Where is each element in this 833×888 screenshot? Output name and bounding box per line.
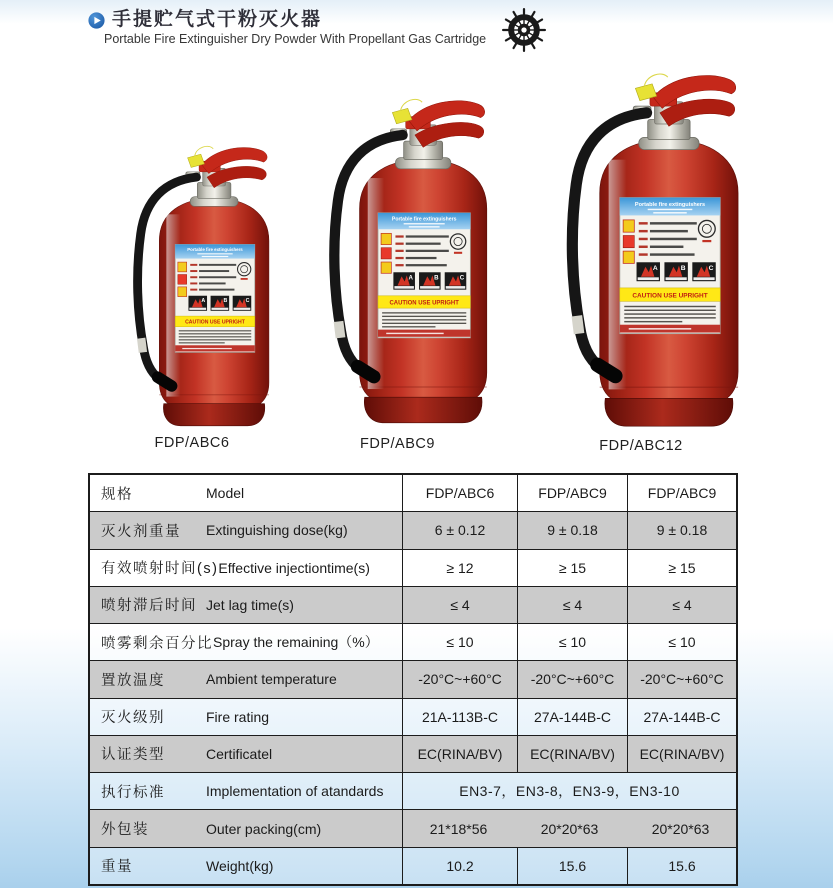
cell-value: ≥ 15 bbox=[517, 550, 627, 586]
row-label bbox=[90, 661, 402, 697]
row-label-en: Certificatel bbox=[206, 745, 273, 762]
extinguisher-image-abc12 bbox=[535, 66, 747, 434]
cell-value-merged: EN3-7，EN3-8，EN3-9，EN3-10 bbox=[402, 773, 736, 809]
row-label bbox=[90, 810, 402, 846]
cell-value: 20*20*63 bbox=[540, 820, 599, 837]
table-row bbox=[90, 549, 736, 586]
row-label bbox=[90, 624, 402, 660]
cell-value: 9 ± 0.18 bbox=[627, 512, 736, 548]
cell-value: ≤ 4 bbox=[402, 587, 517, 623]
row-label bbox=[90, 848, 402, 884]
cell-value: ≥ 15 bbox=[627, 550, 736, 586]
cell-value: -20°C~+60°C bbox=[402, 661, 517, 697]
row-label-cn: 重量 bbox=[101, 859, 133, 876]
cell-value: FDP/ABC6 bbox=[402, 475, 517, 511]
figure-caption: FDP/ABC12 bbox=[599, 438, 683, 454]
cell-value: ≤ 4 bbox=[627, 587, 736, 623]
row-label-en: Effective injectiontime(s) bbox=[218, 559, 370, 576]
extinguisher-image-abc9 bbox=[300, 92, 495, 430]
row-label bbox=[90, 550, 402, 586]
cell-value: 27A-144B-C bbox=[517, 699, 627, 735]
cell-value: 10.2 bbox=[402, 848, 517, 884]
figure-caption: FDP/ABC9 bbox=[360, 436, 435, 452]
row-label-cn: 灭火剂重量 bbox=[101, 523, 181, 540]
cell-value: EC(RINA/BV) bbox=[627, 736, 736, 772]
cell-value: ≤ 10 bbox=[627, 624, 736, 660]
cell-value: 21A-113B-C bbox=[402, 699, 517, 735]
table-row bbox=[90, 735, 736, 772]
cell-value: 20*20*63 bbox=[651, 820, 710, 837]
cell-value: EC(RINA/BV) bbox=[402, 736, 517, 772]
row-label-en: Model bbox=[206, 485, 245, 502]
row-label bbox=[90, 475, 402, 511]
row-label-cn: 灭火级别 bbox=[101, 710, 165, 727]
table-row bbox=[90, 586, 736, 623]
cell-value: 21*18*56 bbox=[429, 820, 488, 837]
page-subtitle: Portable Fire Extinguisher Dry Powder With Propellant Gas Cartridge bbox=[104, 32, 487, 46]
row-label bbox=[90, 587, 402, 623]
row-label bbox=[90, 512, 402, 548]
cell-value-group bbox=[402, 810, 736, 846]
cell-value: EC(RINA/BV) bbox=[517, 736, 627, 772]
row-label-cn: 喷雾剩余百分比 bbox=[101, 635, 213, 652]
row-label-cn: 认证类型 bbox=[101, 747, 165, 764]
extinguisher-image-abc6 bbox=[108, 140, 276, 432]
table-row bbox=[90, 847, 736, 884]
cell-value: -20°C~+60°C bbox=[517, 661, 627, 697]
cell-value: FDP/ABC9 bbox=[627, 475, 736, 511]
cell-value: 6 ± 0.12 bbox=[402, 512, 517, 548]
row-label-cn: 有效喷射时间(s) bbox=[101, 561, 219, 578]
cell-value: ≥ 12 bbox=[402, 550, 517, 586]
row-label-cn: 执行标准 bbox=[101, 784, 165, 801]
row-label bbox=[90, 773, 402, 809]
row-label-en: Ambient temperature bbox=[206, 671, 337, 688]
cell-value: 27A-144B-C bbox=[627, 699, 736, 735]
row-label-en: Fire rating bbox=[206, 708, 270, 725]
row-label bbox=[90, 699, 402, 735]
cell-value: 15.6 bbox=[627, 848, 736, 884]
row-label bbox=[90, 736, 402, 772]
cell-value: FDP/ABC9 bbox=[517, 475, 627, 511]
table-row bbox=[90, 772, 736, 809]
table-row bbox=[90, 809, 736, 846]
row-label-cn: 外包装 bbox=[101, 822, 149, 839]
figure-caption: FDP/ABC6 bbox=[154, 435, 230, 451]
cell-value: ≤ 10 bbox=[517, 624, 627, 660]
ship-wheel-icon bbox=[502, 8, 546, 52]
row-label-en: Outer packing(cm) bbox=[206, 820, 322, 837]
table-row bbox=[90, 511, 736, 548]
table-row bbox=[90, 623, 736, 660]
row-label-cn: 规格 bbox=[101, 486, 133, 503]
table-row bbox=[90, 698, 736, 735]
play-circle-icon bbox=[88, 12, 105, 29]
cell-value: 15.6 bbox=[517, 848, 627, 884]
row-label-cn: 喷射滞后时间 bbox=[101, 598, 197, 615]
row-label-en: Weight(kg) bbox=[206, 857, 274, 874]
cell-value: 9 ± 0.18 bbox=[517, 512, 627, 548]
cell-value: ≤ 10 bbox=[402, 624, 517, 660]
row-label-cn: 置放温度 bbox=[101, 672, 165, 689]
page-title: 手提贮气式干粉灭火器 bbox=[112, 9, 323, 30]
table-row bbox=[90, 475, 736, 511]
spec-table bbox=[88, 473, 738, 886]
row-label-en: Implementation of atandards bbox=[206, 783, 384, 800]
row-label-en: Jet lag time(s) bbox=[206, 596, 294, 613]
cell-value: ≤ 4 bbox=[517, 587, 627, 623]
table-row bbox=[90, 660, 736, 697]
cell-value: -20°C~+60°C bbox=[627, 661, 736, 697]
row-label-en: Spray the remaining（%） bbox=[213, 634, 379, 651]
row-label-en: Extinguishing dose(kg) bbox=[206, 522, 348, 539]
